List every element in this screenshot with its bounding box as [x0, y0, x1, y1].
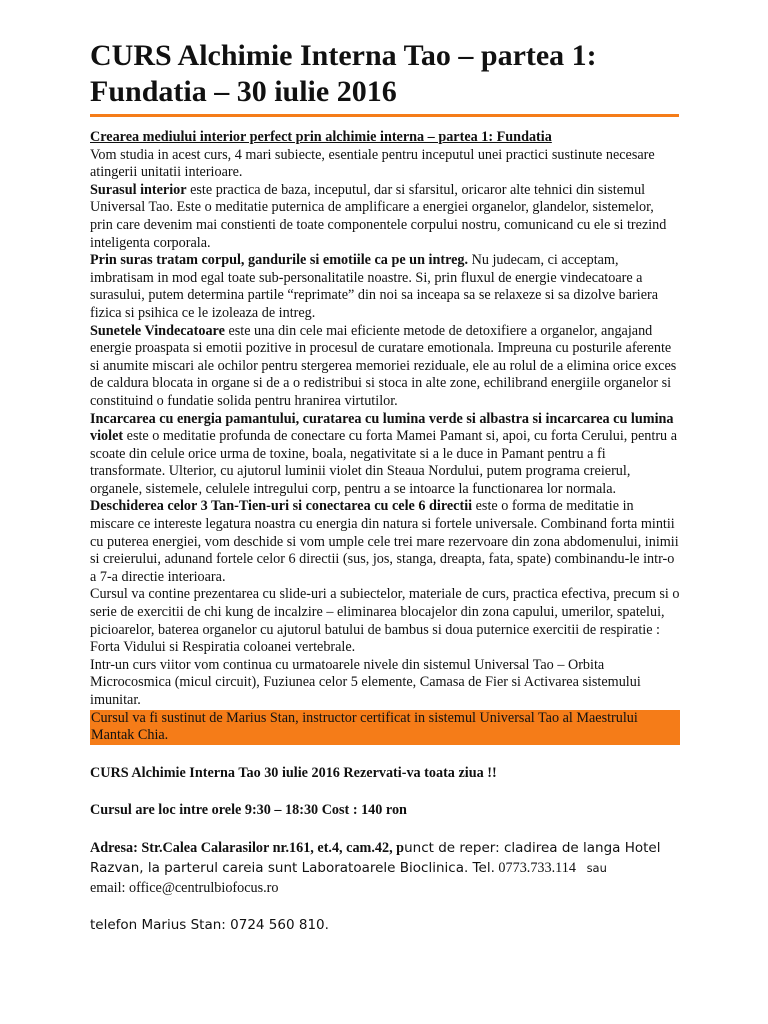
- spacer: [90, 898, 680, 917]
- paragraph-text: este una din cele mai eficiente metode de detoxifiere a organelor, angajand energie proaspata si emotii pozitive in procesul de curatare emotionala. Impreuna cu posturile aferente si anumite miscari ale ochilor pentru stergerea memoriei reziduale, ele au rolul de a elimina orice exces de caldura blocata in organe si de a o redistribui si stoca in alte zone, echilibrand energiile organelor si constituind o fundatie solida pentru hranirea virtutilor.: [90, 322, 677, 409]
- spacer: [90, 782, 680, 801]
- reservation-line: CURS Alchimie Interna Tao 30 iulie 2016 Rezervati-va toata ziua !!: [90, 764, 497, 781]
- paragraph-heading: Sunetele Vindecatoare: [90, 322, 225, 339]
- paragraph-tan-tien: [90, 498, 680, 586]
- address-block: [90, 838, 680, 898]
- address-label: Adresa: Str.Calea Calarasilor nr.161, et.4, cam.42, p: [90, 839, 405, 856]
- email-line: email: office@centrulbiofocus.ro: [90, 879, 279, 896]
- document-body: [90, 129, 680, 934]
- section-subtitle: Crearea mediului interior perfect prin alchimie interna – partea 1: Fundatia: [90, 129, 552, 145]
- title-line-2: Fundatia – 30 iulie 2016: [90, 75, 397, 108]
- paragraph-inner-smile: [90, 182, 680, 252]
- title-line-1: CURS Alchimie Interna Tao – partea 1:: [90, 39, 597, 72]
- document-title: [90, 38, 680, 110]
- paragraph-text: Nu judecam, ci acceptam, imbratisam in mod egal toate sub-personalitatile noastre. Si, prin fluxul de energie vindecatoare a surasului, putem determina partile “reprimate” din noi sa inceapa sa se relaxeze si sa dizolve bariera fizica si psihica ce le izoleaza de intreg.: [90, 252, 659, 321]
- spacer: [90, 819, 680, 838]
- paragraph-course-contents: Cursul va contine prezentarea cu slide-uri a subiectelor, materiale de curs, practica efectiva, precum si o serie de exercitii de chi kung de incalzire – eliminarea blocajelor din zona capului, umerilor, spatelui, picioarelor, baterea organelor cu ajutorul batului de bambus si doua puternice exercitii de respiratie : Forta Vidului si Respiratia coloanei vertebrale.: [90, 586, 680, 656]
- paragraph-heading: Surasul interior: [90, 181, 187, 198]
- paragraph-heading: Incarcarea cu energia pamantului, curatarea cu lumina verde si albastra si incarcarea cu lumina violet: [90, 410, 674, 445]
- tel-number: 0773.733.114: [494, 859, 576, 876]
- schedule-cost-line: Cursul are loc intre orele 9:30 – 18:30 Cost : 140 ron: [90, 801, 407, 818]
- intro-paragraph: Vom studia in acest curs, 4 mari subiecte, esentiale pentru inceputul unei practici sustinute necesare atingerii unitatii interioare.: [90, 146, 655, 181]
- tel-label: Tel.: [468, 859, 495, 876]
- paragraph-heading: Deschiderea celor 3 Tan-Tien-uri si conectarea cu cele 6 directii: [90, 498, 473, 515]
- address-landmark: unct de reper: cladirea de langa Hotel Razvan, la parterul careia sunt Laboratoarele Bioclinica.: [90, 839, 661, 876]
- paragraph-text: este practica de baza, inceputul, dar si sfarsitul, oricaror alte tehnici din sistemul Universal Tao. Este o meditatie puternica de amplificare a energiei organelor, glandelor, sistemelor, prin care devenim mai constienti de toate componentele corpului nostru, comunicand cu ele si trezind inteligenta corporala.: [90, 181, 667, 251]
- phone-marius-line: telefon Marius Stan: 0724 560 810.: [90, 916, 329, 933]
- paragraph-future-course: Intr-un curs viitor vom continua cu urmatoarele nivele din sistemul Universal Tao – Orbita Microcosmica (micul circuit), Fuziunea celor 5 elemente, Camasa de Fier si Activarea sistemului imunitar.: [90, 656, 641, 708]
- spacer: [90, 745, 680, 764]
- paragraph-earth-energy: [90, 411, 680, 499]
- title-underline-rule: [90, 114, 679, 117]
- paragraph-text: este o meditatie profunda de conectare cu forta Mamei Pamant si, apoi, cu forta Cerului, pentru a scoate din celule orice urma de toxine, boala, negativitate si a le duce in Pamant pentru a fi transformate. Ulterior, cu ajutorul luminii violet din Steaua Nordului, putem programa creierul, organele, sistemele, celulele intregului corp, pentru a se intoarce la functionarea lor normala.: [90, 428, 677, 497]
- paragraph-heading: Prin suras tratam corpul, gandurile si emotiile ca pe un intreg.: [90, 252, 469, 269]
- paragraph-smile-whole: [90, 252, 680, 322]
- instructor-highlight: Cursul va fi sustinut de Marius Stan, instructor certificat in sistemul Universal Tao al Maestrului Mantak Chia.: [90, 710, 680, 745]
- paragraph-text: este o forma de meditatie in miscare ce intereste legatura noastra cu energia din natura si fortele universale. Combinand forta mintii cu puterea energiei, vom deschide si vom umple cele trei mare rezervoare din zona abdomenului, inimii si creierului, adunand fortele celor 6 directii (sus, jos, stanga, dreapta, fata, spate) combinandu-le intr-o a 7-a directie interioara.: [90, 498, 679, 585]
- paragraph-healing-sounds: [90, 323, 680, 411]
- sau-word: sau: [586, 860, 607, 875]
